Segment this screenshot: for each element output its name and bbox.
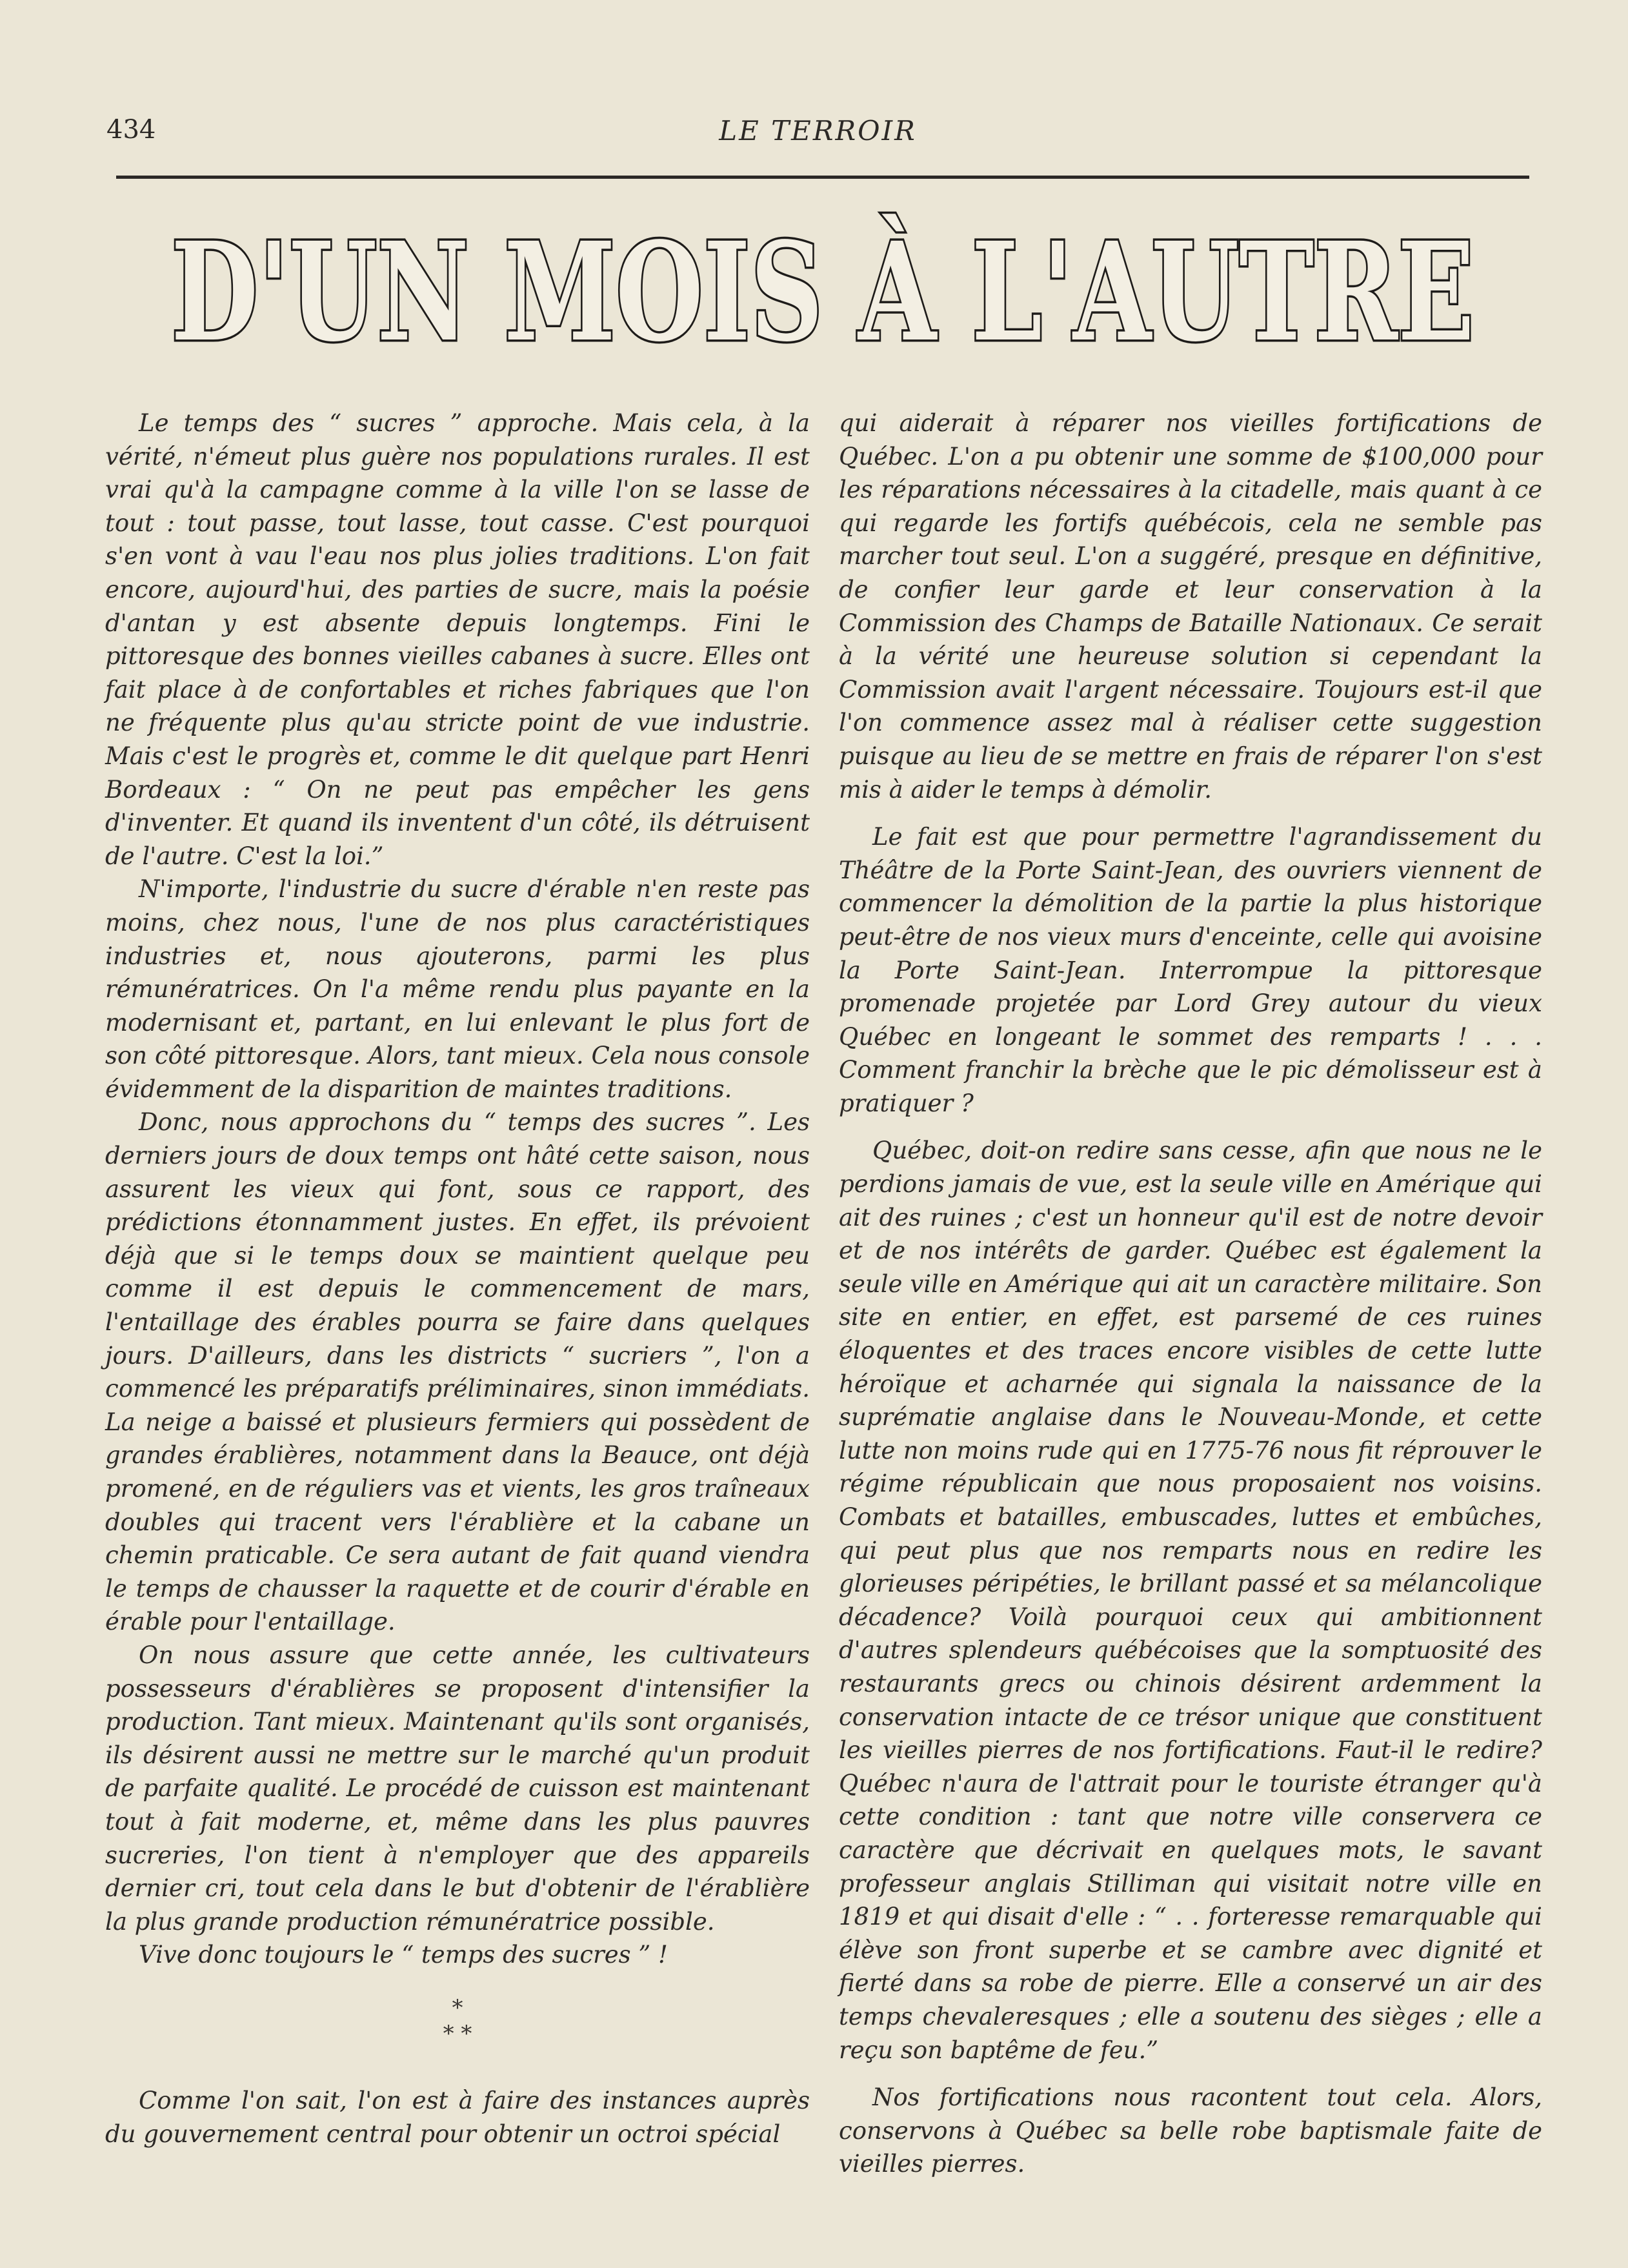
- article-paragraph: N'importe, l'industrie du sucre d'érable n'en reste pas moins, chez nous, l'une de nos plus caractéristiques industries et, nous ajouterons, parmi les plus rémunératrices. On l'a même rendu plus payante en la modernisant et, partant, en lui enlevant le plus fort de son côté pittoresque. Alors, tant mieux. Cela nous console évidemment de la disparition de maintes traditions.: [105, 875, 810, 1103]
- right-column: [839, 407, 1542, 2181]
- article-paragraph: Québec, doit-on redire sans cesse, afin que nous ne le perdions jamais de vue, est la seule ville en Amérique qui ait des ruines ; c'est un honneur qu'il est de notre devoir et de nos intérêts de garder. Québec est également la seule ville en Amérique qui ait un caractère militaire. Son site en entier, en effet, est parsemé de ces ruines éloquentes et des traces encore visibles de cette lutte héroïque et acharnée qui signala la naissance de la suprématie anglaise dans le Nouveau-Monde, et cette lutte non moins rude qui en 1775-76 nous fit réprouver le régime républicain que nous proposaient nos voisins. Combats et batailles, embuscades, luttes et embûches, qui peut plus que nos remparts nous en redire les glorieuses péripéties, le brillant passé et sa mélancolique décadence? Voilà pourquoi ceux qui ambitionnent d'autres splendeurs québécoises que la somptuosité des restaurants grecs ou chinois désirent ardemment la conservation intacte de ce trésor unique que constituent les vieilles pierres de nos fortifications. Faut-il le redire? Québec n'aura de l'attrait pour le touriste étranger qu'à cette condition : tant que notre ville conservera ce caractère que décrivait en quelques mots, le savant professeur anglais Stilliman qui visitait notre ville en 1819 et qui disait d'elle : “ . . forteresse remarquable qui élève son front superbe et se cambre avec dignité et fierté dans sa robe de pierre. Elle a conservé un air des temps chevaleresques ; elle a soutenu des sièges ; elle a reçu son baptême de feu.”: [839, 1137, 1542, 2064]
- left-column: [105, 407, 810, 2151]
- article-paragraph: Le temps des “ sucres ” approche. Mais cela, à la vérité, n'émeut plus guère nos populations rurales. Il est vrai qu'à la campagne comme à la ville l'on se lasse de tout : tout passe, tout lasse, tout casse. C'est pourquoi s'en vont à vau l'eau nos plus jolies traditions. L'on fait encore, aujourd'hui, des parties de sucre, mais la poésie d'antan y est absente depuis longtemps. Fini le pittoresque des bonnes vieilles cabanes à sucre. Elles ont fait place à de confortables et riches fabriques que l'on ne fréquente plus qu'au stricte point de vue industrie. Mais c'est le progrès et, comme le dit quelque part Henri Bordeaux : “ On ne peut pas empêcher les gens d'inventer. Et quand ils inventent d'un côté, ils détruisent de l'autre. C'est la loi.”: [105, 409, 810, 870]
- article-paragraph-continued: qui aiderait à réparer nos vieilles fortifications de Québec. L'on a pu obtenir une somme de $100,000 pour les réparations nécessaires à la citadelle, mais quant à ce qui regarde les fortifs québécois, cela ne semble pas marcher tout seul. L'on a suggéré, presque en définitive, de confier leur garde et leur conservation à la Commission des Champs de Bataille Nationaux. Ce serait à la vérité une heureuse solution si cependant la Commission avait l'argent nécessaire. Toujours est-il que l'on commence assez mal à réaliser cette suggestion puisque au lieu de se mettre en frais de réparer l'on s'est mis à aider le temps à démolir.: [839, 409, 1542, 804]
- page-number: 434: [106, 115, 156, 145]
- article-paragraph: Le fait est que pour permettre l'agrandissement du Théâtre de la Porte Saint-Jean, des ouvriers viennent de commencer la démolition de la partie la plus historique peut-être de nos vieux murs d'enceinte, celle qui avoisine la Porte Saint-Jean. Interrompue la pittoresque promenade projetée par Lord Grey autour du vieux Québec en longeant le sommet des remparts ! . . . Comment franchir la brèche que le pic démolisseur est à pratiquer ?: [839, 823, 1542, 1117]
- section-banner: [116, 192, 1529, 386]
- section-separator: [105, 1995, 810, 2047]
- article-paragraph: Donc, nous approchons du “ temps des sucres ”. Les derniers jours de doux temps ont hâté cette saison, nous assurent les vieux qui font, sous ce rapport, des prédictions étonnamment justes. En effet, ils prévoient déjà que si le temps doux se maintient quelque peu comme il est depuis le commencement de mars, l'entaillage des érables pourra se faire dans quelques jours. D'ailleurs, dans les districts “ sucriers ”, l'on a commencé les préparatifs préliminaires, sinon immédiats. La neige a baissé et plusieurs fermiers qui possèdent de grandes érablières, notamment dans la Beauce, ont déjà promené, en de réguliers vas et vients, les gros traîneaux doubles qui tracent vers l'érablière et la cabane un chemin praticable. Ce sera autant de fait quand viendra le temps de chausser la raquette et de courir d'érable en érable pour l'entaillage.: [105, 1108, 810, 1636]
- header-rule: [116, 176, 1529, 179]
- article-paragraph: On nous assure que cette année, les cultivateurs possesseurs d'érablières se proposent d'intensifier la production. Tant mieux. Maintenant qu'ils sont organisés, ils désirent aussi ne mettre sur le marché qu'un produit de parfaite qualité. Le procédé de cuisson est maintenant tout à fait moderne, et, même dans les plus pauvres sucreries, l'on tient à n'employer que des appareils dernier cri, tout cela dans le but d'obtenir de l'érablière la plus grande production rémunératrice possible.: [105, 1641, 810, 1936]
- article-paragraph: Nos fortifications nous racontent tout cela. Alors, conservons à Québec sa belle robe baptismale faite de vieilles pierres.: [839, 2083, 1542, 2178]
- article-paragraph: Vive donc toujours le “ temps des sucres ” !: [139, 1941, 668, 1969]
- article-paragraph: Comme l'on sait, l'on est à faire des instances auprès du gouvernement central pour obtenir un octroi spécial: [105, 2086, 810, 2148]
- banner-title: D'UN MOIS À L'AUTRE: [171, 212, 1474, 372]
- separator-star: *: [452, 1994, 463, 2021]
- running-title: LE TERROIR: [719, 115, 917, 147]
- banner-graphic: [116, 192, 1529, 386]
- separator-stars: * *: [443, 2020, 472, 2047]
- page-header: [106, 115, 1529, 154]
